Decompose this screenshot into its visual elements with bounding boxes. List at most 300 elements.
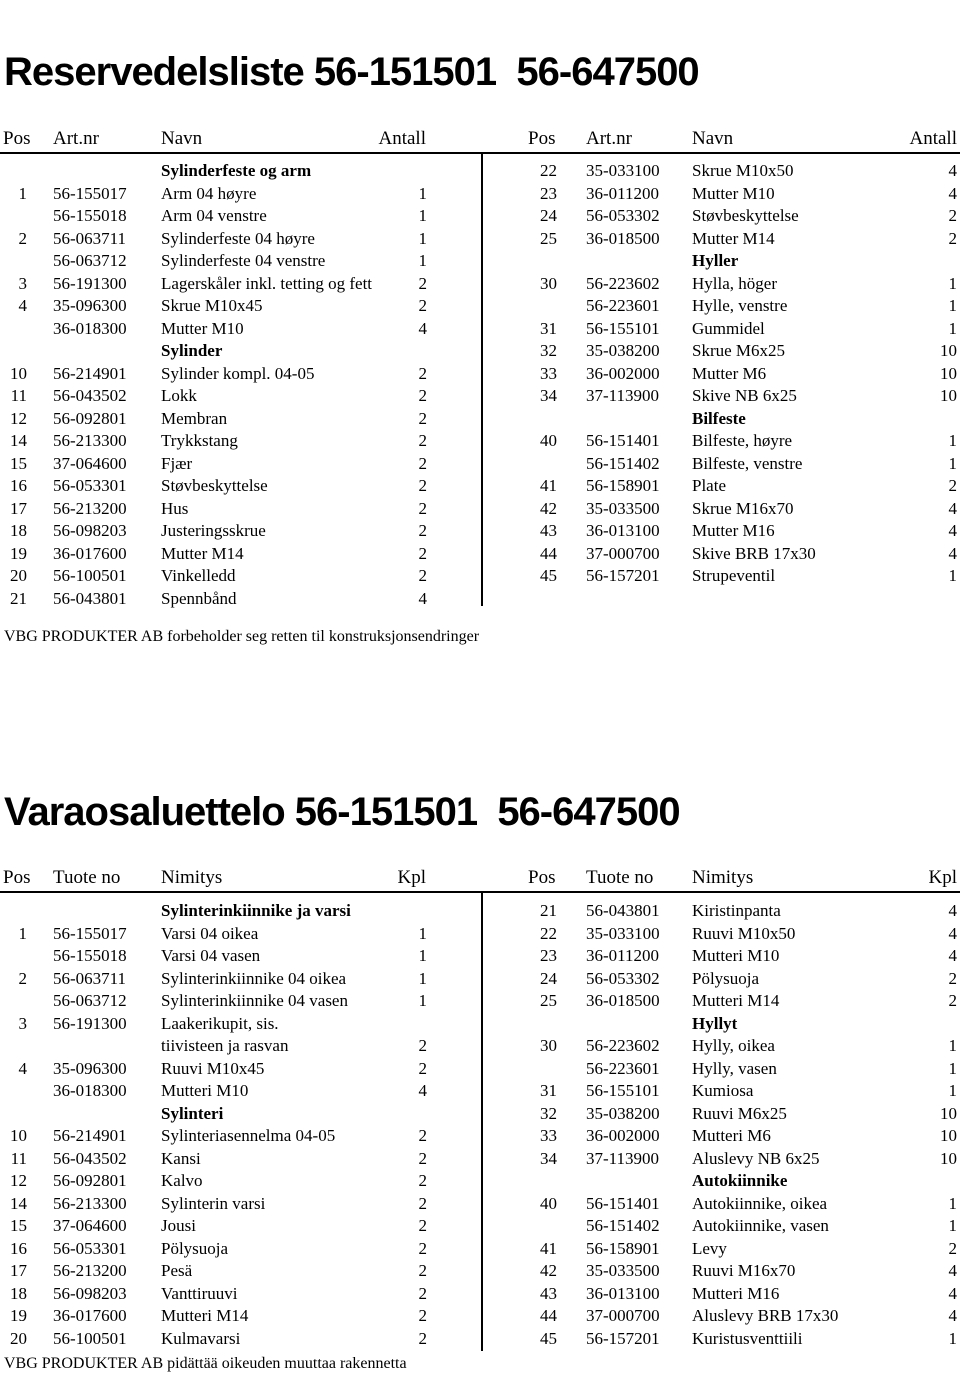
column-divider: [481, 152, 483, 606]
part-number: 56-043502: [53, 1148, 127, 1168]
part-qty: 2: [948, 968, 957, 988]
part-qty: 1: [418, 228, 427, 248]
part-qty: 1: [418, 923, 427, 943]
part-pos: 18: [10, 1283, 27, 1303]
part-name: Kansi: [161, 1148, 201, 1168]
part-qty: 1: [948, 1193, 957, 1213]
part-number: 35-033100: [586, 161, 660, 180]
part-pos: 15: [10, 453, 27, 473]
part-number: 56-191300: [53, 273, 127, 293]
footer-note: VBG PRODUKTER AB forbeholder seg retten til konstruksjonsendringer: [4, 628, 480, 645]
part-pos: 42: [540, 498, 557, 518]
part-name: Mutteri M6: [692, 1126, 771, 1145]
part-pos: 44: [540, 1306, 557, 1325]
part-name: Strupeventil: [692, 566, 776, 585]
part-pos: 1: [18, 183, 27, 203]
part-number: 56-053302: [586, 206, 660, 225]
part-pos: 45: [540, 566, 557, 585]
part-name: Mutter M14: [692, 228, 775, 248]
part-name: Mutter M6: [692, 363, 767, 383]
part-qty: 1: [948, 273, 957, 293]
part-name: Mutter M14: [161, 543, 244, 563]
part-number: 35-033100: [586, 923, 660, 943]
part-name: Støvbeskyttelse: [161, 476, 268, 495]
part-qty: 4: [948, 946, 957, 965]
part-name: Sylinderfeste 04 høyre: [161, 228, 315, 248]
part-pos: 22: [540, 923, 557, 943]
part-pos: 4: [18, 296, 27, 315]
part-pos: 12: [10, 1171, 27, 1190]
section-title: Varaosaluettelo 56-151501 56-647500: [4, 790, 680, 834]
part-name: Trykkstang: [161, 431, 238, 450]
part-qty: 4: [948, 901, 957, 920]
part-name: Mutter M16: [692, 521, 775, 540]
part-pos: 25: [540, 228, 557, 248]
part-number: 56-053301: [53, 476, 127, 495]
part-number: 56-158901: [586, 476, 660, 495]
part-pos: 31: [540, 318, 557, 338]
part-pos: 16: [10, 476, 27, 495]
part-pos: 32: [540, 341, 557, 360]
part-qty: 10: [940, 341, 957, 360]
part-name: Gummidel: [692, 318, 765, 338]
part-pos: 34: [540, 1148, 557, 1168]
part-pos: 32: [540, 1103, 557, 1123]
part-pos: 40: [540, 431, 557, 450]
part-name: Støvbeskyttelse: [692, 206, 799, 225]
part-qty: 4: [948, 521, 957, 540]
part-number: 36-011200: [586, 183, 660, 203]
part-pos: 21: [10, 588, 27, 608]
column-header-artnr: Tuote no: [586, 867, 654, 888]
part-name: Bilfeste, venstre: [692, 453, 803, 473]
part-number: 56-155017: [53, 923, 127, 943]
part-number: 56-158901: [586, 1238, 660, 1258]
part-qty: 4: [948, 1283, 957, 1303]
part-name: Bilfeste, høyre: [692, 431, 793, 450]
part-qty: 2: [418, 1193, 427, 1213]
part-name: Sylinterinkiinnike 04 vasen: [161, 991, 348, 1010]
part-number: 35-038200: [586, 341, 660, 360]
part-name: Pesä: [161, 1261, 193, 1280]
part-name: Justeringsskrue: [161, 521, 266, 540]
part-name: tiivisteen ja rasvan: [161, 1036, 289, 1055]
part-number: 56-092801: [53, 1171, 127, 1190]
group-heading: Sylinder: [161, 341, 223, 360]
part-name: Vanttiruuvi: [161, 1283, 238, 1303]
part-pos: 41: [540, 476, 557, 495]
part-pos: 10: [10, 1126, 27, 1145]
part-number: 36-002000: [586, 1126, 660, 1145]
part-qty: 1: [418, 968, 427, 988]
part-qty: 2: [418, 476, 427, 495]
part-number: 37-113900: [586, 386, 660, 405]
part-number: 36-013100: [586, 521, 660, 540]
part-number: 56-155018: [53, 206, 127, 225]
group-heading: Autokiinnike: [692, 1171, 788, 1190]
column-header-pos: Pos: [3, 867, 31, 888]
part-qty: 2: [418, 1283, 427, 1303]
part-qty: 1: [418, 946, 427, 965]
part-name: Varsi 04 vasen: [161, 946, 261, 965]
part-name: Autokiinnike, vasen: [692, 1216, 829, 1235]
part-pos: 25: [540, 991, 557, 1010]
column-header-pos: Pos: [3, 128, 31, 149]
part-name: Pölysuoja: [161, 1238, 229, 1258]
part-number: 56-063712: [53, 991, 127, 1010]
part-name: Hylly, oikea: [692, 1036, 775, 1055]
part-name: Hylle, venstre: [692, 296, 788, 315]
part-number: 56-213200: [53, 498, 127, 518]
part-number: 56-063711: [53, 968, 127, 988]
part-qty: 2: [418, 1171, 427, 1190]
part-qty: 2: [418, 1036, 427, 1055]
part-qty: 2: [418, 431, 427, 450]
part-name: Mutter M10: [161, 318, 244, 338]
part-qty: 1: [418, 206, 427, 225]
column-header-qty: Antall: [909, 128, 957, 149]
column-header-artnr: Art.nr: [586, 128, 632, 149]
part-qty: 2: [418, 296, 427, 315]
part-name: Ruuvi M6x25: [692, 1103, 787, 1123]
part-number: 56-151402: [586, 453, 660, 473]
part-name: Aluslevy NB 6x25: [692, 1148, 820, 1168]
part-number: 56-151401: [586, 1193, 660, 1213]
part-pos: 21: [540, 901, 557, 920]
part-name: Mutteri M16: [692, 1283, 780, 1303]
part-qty: 2: [418, 453, 427, 473]
part-pos: 30: [540, 1036, 557, 1055]
part-qty: 1: [948, 453, 957, 473]
part-qty: 2: [418, 1261, 427, 1280]
part-name: Lokk: [161, 386, 197, 405]
part-pos: 1: [18, 923, 27, 943]
part-number: 56-151401: [586, 431, 660, 450]
part-number: 37-064600: [53, 453, 127, 473]
part-number: 56-223601: [586, 296, 660, 315]
part-number: 35-033500: [586, 1261, 660, 1280]
part-name: Sylinderfeste 04 venstre: [161, 251, 326, 270]
part-pos: 41: [540, 1238, 557, 1258]
part-pos: 43: [540, 521, 557, 540]
part-number: 35-033500: [586, 498, 660, 518]
part-qty: 1: [418, 251, 427, 270]
part-qty: 10: [940, 386, 957, 405]
part-number: 56-063711: [53, 228, 127, 248]
part-number: 36-013100: [586, 1283, 660, 1303]
part-qty: 4: [418, 1081, 427, 1100]
part-number: 56-053301: [53, 1238, 127, 1258]
part-name: Autokiinnike, oikea: [692, 1193, 828, 1213]
part-name: Ruuvi M16x70: [692, 1261, 796, 1280]
part-qty: 2: [418, 363, 427, 383]
part-number: 56-155101: [586, 318, 660, 338]
part-qty: 2: [418, 386, 427, 405]
part-number: 35-096300: [53, 1058, 127, 1078]
part-pos: 23: [540, 183, 557, 203]
part-number: 37-000700: [586, 543, 660, 563]
part-pos: 44: [540, 543, 557, 563]
part-name: Mutteri M10: [161, 1081, 249, 1100]
part-pos: 34: [540, 386, 557, 405]
part-number: 36-017600: [53, 543, 127, 563]
part-number: 36-018300: [53, 318, 127, 338]
part-pos: 19: [10, 543, 27, 563]
group-heading: Sylinterinkiinnike ja varsi: [161, 901, 351, 920]
part-qty: 2: [418, 521, 427, 540]
part-number: 56-214901: [53, 363, 127, 383]
part-name: Ruuvi M10x45: [161, 1058, 265, 1078]
part-qty: 2: [418, 273, 427, 293]
part-name: Levy: [692, 1238, 727, 1258]
part-qty: 2: [948, 206, 957, 225]
part-qty: 2: [418, 1126, 427, 1145]
part-qty: 2: [418, 566, 427, 585]
part-qty: 2: [948, 228, 957, 248]
part-pos: 40: [540, 1193, 557, 1213]
part-qty: 10: [940, 1103, 957, 1123]
part-qty: 1: [948, 1058, 957, 1078]
part-number: 56-213300: [53, 1193, 127, 1213]
part-qty: 2: [418, 498, 427, 518]
part-number: 37-113900: [586, 1148, 660, 1168]
part-name: Kuristusventtiili: [692, 1328, 803, 1348]
part-qty: 1: [948, 1081, 957, 1100]
part-qty: 2: [948, 1238, 957, 1258]
part-pos: 18: [10, 521, 27, 540]
part-qty: 4: [948, 1306, 957, 1325]
part-pos: 33: [540, 1126, 557, 1145]
column-header-artnr: Tuote no: [53, 867, 121, 888]
part-pos: 16: [10, 1238, 27, 1258]
part-name: Skive BRB 17x30: [692, 543, 816, 563]
part-qty: 1: [948, 431, 957, 450]
part-name: Hylly, vasen: [692, 1058, 777, 1078]
part-qty: 2: [418, 1328, 427, 1348]
part-number: 36-002000: [586, 363, 660, 383]
part-number: 56-063712: [53, 251, 127, 270]
part-number: 36-011200: [586, 946, 660, 965]
part-number: 56-223602: [586, 273, 660, 293]
part-name: Arm 04 venstre: [161, 206, 267, 225]
part-qty: 1: [948, 318, 957, 338]
part-number: 56-098203: [53, 521, 127, 540]
part-name: Pölysuoja: [692, 968, 760, 988]
part-number: 56-157201: [586, 1328, 660, 1348]
part-qty: 4: [948, 183, 957, 203]
part-pos: 31: [540, 1081, 557, 1100]
part-pos: 20: [10, 1328, 27, 1348]
part-name: Skrue M10x45: [161, 296, 263, 315]
column-header-pos: Pos: [528, 128, 556, 149]
part-pos: 33: [540, 363, 557, 383]
part-name: Varsi 04 oikea: [161, 923, 259, 943]
part-name: Lagerskåler inkl. tetting og fett: [161, 273, 373, 293]
part-qty: 1: [948, 296, 957, 315]
part-pos: 20: [10, 566, 27, 585]
part-number: 56-223601: [586, 1058, 660, 1078]
part-name: Hus: [161, 498, 189, 518]
part-number: 56-100501: [53, 1328, 127, 1348]
part-number: 56-213300: [53, 431, 127, 450]
part-number: 56-214901: [53, 1126, 127, 1145]
part-name: Vinkelledd: [161, 566, 236, 585]
part-name: Laakerikupit, sis.: [161, 1013, 279, 1033]
part-number: 56-043801: [586, 901, 660, 920]
part-qty: 1: [948, 1216, 957, 1235]
part-number: 36-018500: [586, 991, 660, 1010]
column-header-pos: Pos: [528, 867, 556, 888]
part-name: Membran: [161, 408, 228, 428]
part-qty: 2: [418, 1238, 427, 1258]
group-heading: Sylinderfeste og arm: [161, 161, 312, 180]
part-pos: 11: [10, 1148, 27, 1168]
part-qty: 2: [418, 543, 427, 563]
column-header-qty: Antall: [378, 128, 426, 149]
part-number: 56-098203: [53, 1283, 127, 1303]
part-qty: 4: [418, 588, 427, 608]
part-name: Sylinterinkiinnike 04 oikea: [161, 968, 347, 988]
part-pos: 17: [10, 1261, 27, 1280]
part-pos: 14: [10, 431, 27, 450]
part-qty: 10: [940, 363, 957, 383]
part-name: Skrue M10x50: [692, 161, 794, 180]
part-number: 37-000700: [586, 1306, 660, 1325]
part-number: 36-018300: [53, 1081, 127, 1100]
header-rule: [0, 152, 960, 154]
part-name: Hylla, höger: [692, 273, 777, 293]
part-qty: 1: [948, 1328, 957, 1348]
part-name: Mutteri M14: [692, 991, 780, 1010]
part-number: 56-092801: [53, 408, 127, 428]
part-number: 56-213200: [53, 1261, 127, 1280]
footer-note: VBG PRODUKTER AB pidättää oikeuden muuttaa rakennetta: [4, 1355, 407, 1372]
part-qty: 2: [418, 408, 427, 428]
part-qty: 10: [940, 1126, 957, 1145]
part-pos: 10: [10, 363, 27, 383]
part-qty: 2: [948, 476, 957, 495]
part-name: Fjær: [161, 453, 193, 473]
part-pos: 17: [10, 498, 27, 518]
part-name: Jousi: [161, 1216, 196, 1235]
part-number: 56-223602: [586, 1036, 660, 1055]
part-pos: 45: [540, 1328, 557, 1348]
part-pos: 22: [540, 161, 557, 180]
part-name: Skrue M6x25: [692, 341, 786, 360]
part-qty: 4: [948, 1261, 957, 1280]
column-header-name: Nimitys: [692, 867, 754, 888]
part-pos: 2: [18, 228, 27, 248]
part-pos: 42: [540, 1261, 557, 1280]
column-header-qty: Kpl: [397, 867, 426, 888]
part-name: Mutteri M14: [161, 1306, 249, 1325]
part-name: Sylinterin varsi: [161, 1193, 266, 1213]
part-pos: 12: [10, 408, 27, 428]
column-header-name: Navn: [161, 128, 203, 149]
part-name: Plate: [692, 476, 726, 495]
part-number: 56-155018: [53, 946, 127, 965]
part-number: 56-100501: [53, 566, 127, 585]
part-qty: 2: [418, 1148, 427, 1168]
part-pos: 4: [18, 1058, 27, 1078]
part-pos: 30: [540, 273, 557, 293]
part-name: Aluslevy BRB 17x30: [692, 1306, 839, 1325]
part-number: 37-064600: [53, 1216, 127, 1235]
group-heading: Sylinteri: [161, 1103, 224, 1123]
part-name: Arm 04 høyre: [161, 183, 257, 203]
header-rule: [0, 891, 960, 893]
part-qty: 2: [948, 991, 957, 1010]
part-qty: 2: [418, 1058, 427, 1078]
section-title: Reservedelsliste 56-151501 56-647500: [4, 50, 699, 94]
part-qty: 4: [948, 161, 957, 180]
part-qty: 2: [418, 1216, 427, 1235]
part-pos: 23: [540, 946, 557, 965]
part-pos: 19: [10, 1306, 27, 1325]
part-number: 56-043502: [53, 386, 127, 405]
part-name: Sylinteriasennelma 04-05: [161, 1126, 336, 1145]
part-number: 56-053302: [586, 968, 660, 988]
part-number: 36-017600: [53, 1306, 127, 1325]
part-name: Ruuvi M10x50: [692, 923, 796, 943]
part-qty: 4: [948, 498, 957, 518]
part-pos: 24: [540, 206, 557, 225]
part-number: 56-155101: [586, 1081, 660, 1100]
part-number: 56-043801: [53, 588, 127, 608]
part-qty: 4: [948, 543, 957, 563]
part-number: 56-151402: [586, 1216, 660, 1235]
group-heading: Hyller: [692, 251, 739, 270]
part-pos: 2: [18, 968, 27, 988]
part-pos: 3: [18, 273, 27, 293]
part-qty: 4: [948, 923, 957, 943]
part-qty: 1: [418, 183, 427, 203]
column-divider: [481, 891, 483, 1351]
part-number: 35-096300: [53, 296, 127, 315]
part-pos: 43: [540, 1283, 557, 1303]
column-header-artnr: Art.nr: [53, 128, 99, 149]
part-qty: 2: [418, 1306, 427, 1325]
part-name: Kalvo: [161, 1171, 203, 1190]
part-name: Kulmavarsi: [161, 1328, 241, 1348]
part-qty: 4: [418, 318, 427, 338]
part-qty: 10: [940, 1148, 957, 1168]
part-number: 36-018500: [586, 228, 660, 248]
part-name: Skrue M16x70: [692, 498, 794, 518]
part-number: 35-038200: [586, 1103, 660, 1123]
part-pos: 15: [10, 1216, 27, 1235]
part-pos: 11: [10, 386, 27, 405]
part-pos: 3: [18, 1013, 27, 1033]
column-header-name: Nimitys: [161, 867, 223, 888]
part-name: Kiristinpanta: [692, 901, 781, 920]
part-number: 56-157201: [586, 566, 660, 585]
group-heading: Hyllyt: [692, 1013, 738, 1033]
part-pos: 14: [10, 1193, 27, 1213]
part-name: Sylinder kompl. 04-05: [161, 363, 315, 383]
column-header-name: Navn: [692, 128, 734, 149]
part-number: 56-191300: [53, 1013, 127, 1033]
part-number: 56-155017: [53, 183, 127, 203]
part-name: Mutter M10: [692, 183, 775, 203]
column-header-qty: Kpl: [928, 867, 957, 888]
part-qty: 1: [948, 1036, 957, 1055]
group-heading: Bilfeste: [692, 408, 746, 428]
part-name: Mutteri M10: [692, 946, 780, 965]
part-qty: 1: [948, 566, 957, 585]
part-name: Skive NB 6x25: [692, 386, 797, 405]
part-name: Kumiosa: [692, 1081, 754, 1100]
